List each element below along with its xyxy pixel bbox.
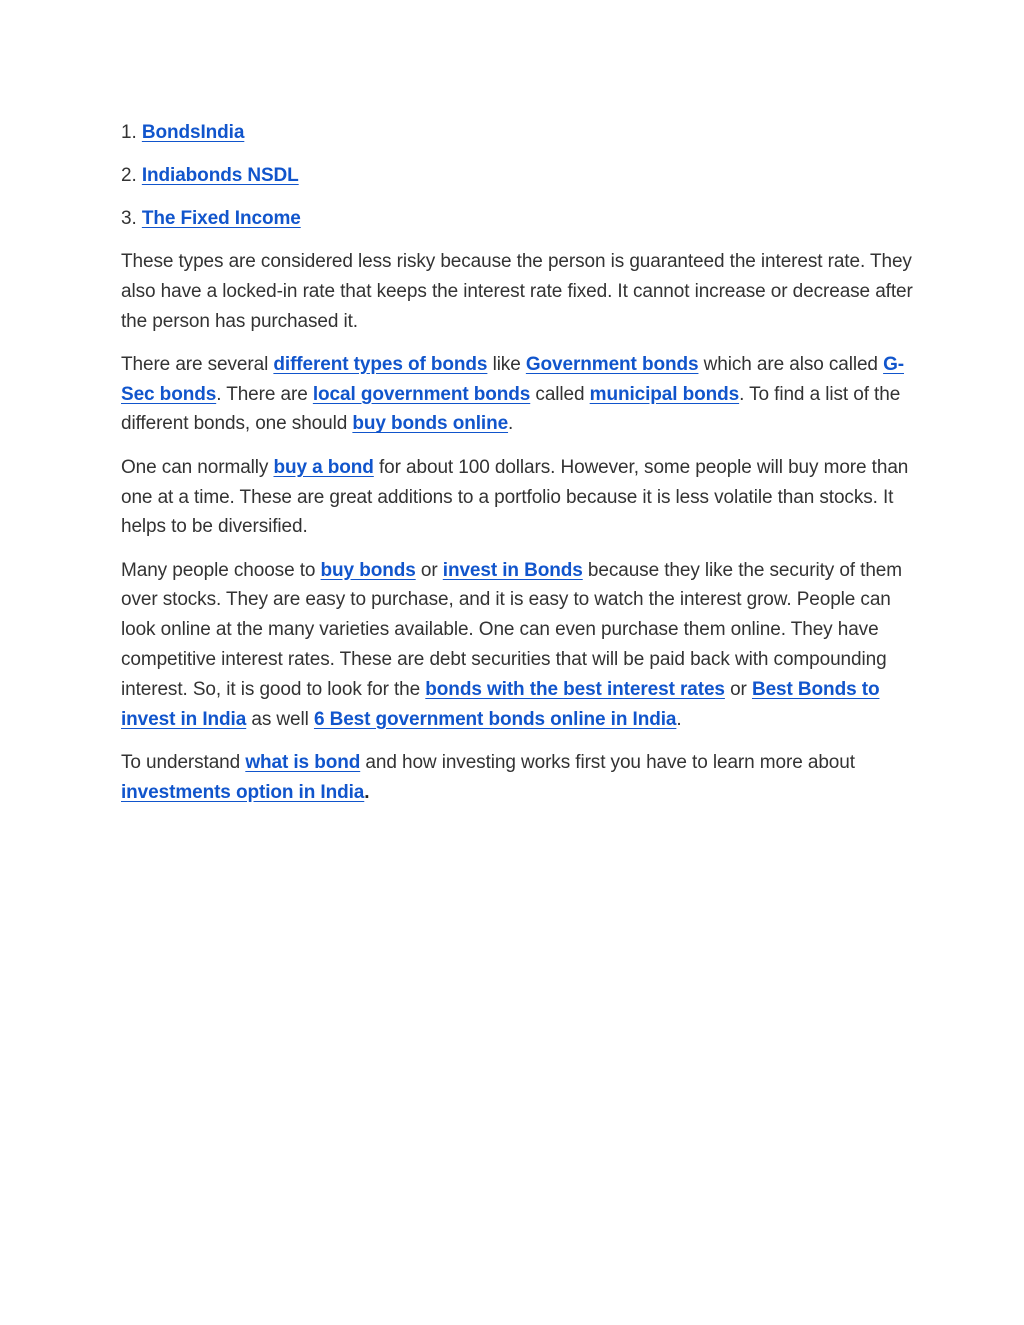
link-best-bonds-to-invest-in-india[interactable]: Best Bonds to invest in India — [121, 678, 880, 730]
text-run: because they like the security of them over stocks. They are easy to purchase, and it is easy to watch the interest grow. People can look online at the many varieties available. One can even purchase them online. They have competitive interest rates. These are debt securities that will be paid back with compounding interest. So, it is good to look for the — [121, 559, 903, 700]
text-run: as well — [246, 708, 314, 730]
text-run: Many people choose to — [121, 559, 321, 581]
text-run: and how investing works first you have to learn more about — [360, 751, 855, 773]
text-run: called — [530, 383, 590, 405]
link-different-types-of-bonds[interactable]: different types of bonds — [273, 353, 488, 375]
list-number: 1. — [121, 122, 137, 143]
link-buy-bonds[interactable]: buy bonds — [320, 559, 416, 581]
text-run: like — [487, 353, 526, 375]
text-run: or — [415, 559, 443, 581]
link-bondsindia[interactable]: BondsIndia — [141, 122, 245, 143]
link-bonds-with-best-interest-rates[interactable]: bonds with the best interest rates — [425, 678, 725, 700]
link-indiabonds-nsdl[interactable]: Indiabonds NSDL — [141, 165, 299, 186]
list-item — [121, 161, 921, 191]
list-number: 3. — [121, 208, 137, 229]
link-g-sec-bonds[interactable]: G-Sec bonds — [121, 353, 904, 405]
list-number: 2. — [121, 165, 137, 186]
link-investments-option-in-india[interactable]: investments option in India — [121, 781, 365, 803]
text-run: To understand — [121, 751, 246, 773]
paragraph-bond-types — [121, 350, 921, 439]
link-the-fixed-income[interactable]: The Fixed Income — [141, 208, 301, 229]
link-government-bonds[interactable]: Government bonds — [525, 353, 699, 375]
text-run: One can normally — [121, 456, 274, 478]
link-what-is-bond[interactable]: what is bond — [245, 751, 361, 773]
list-item — [121, 204, 921, 234]
paragraph-risk: These types are considered less risky because the person is guaranteed the interest rate. They also have a locked-in rate that keeps the interest rate fixed. It cannot increase or decrease after the person has purchased it. — [121, 251, 913, 332]
link-invest-in-bonds[interactable]: invest in Bonds — [442, 559, 583, 581]
link-local-government-bonds[interactable]: local government bonds — [312, 383, 531, 405]
text-run: . — [508, 413, 514, 435]
document-body — [121, 118, 921, 821]
paragraph-price — [121, 453, 921, 542]
text-run: . There are — [216, 383, 313, 405]
link-municipal-bonds[interactable]: municipal bonds — [589, 383, 740, 405]
link-6-best-government-bonds[interactable]: 6 Best government bonds online in India — [313, 708, 677, 730]
link-buy-bonds-online[interactable]: buy bonds online — [352, 413, 509, 435]
link-buy-a-bond[interactable]: buy a bond — [273, 456, 374, 478]
paragraph-understand — [121, 748, 921, 808]
paragraph-security — [121, 556, 921, 735]
text-run: or — [724, 678, 752, 700]
text-run: which are also called — [698, 353, 884, 375]
text-run: . To find a list of the different bonds, one should — [121, 383, 901, 435]
text-run: for about 100 dollars. However, some people will buy more than one at a time. These are great additions to a portfolio because it is less volatile than stocks. It helps to be diversified. — [121, 456, 909, 538]
text-run: . — [676, 708, 682, 730]
list-item — [121, 118, 921, 148]
text-run: . — [364, 781, 370, 803]
text-run: There are several — [121, 353, 274, 375]
